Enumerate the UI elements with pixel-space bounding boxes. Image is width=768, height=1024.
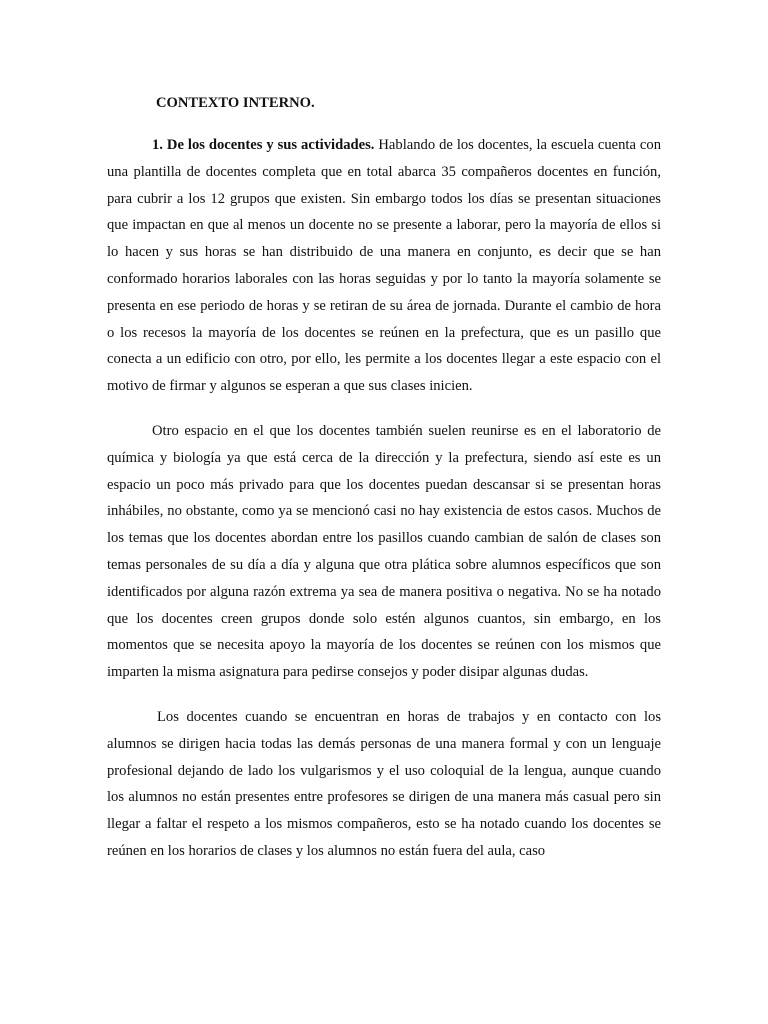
paragraph-1-lead: 1. De los docentes y sus actividades. — [152, 137, 375, 153]
section-heading: CONTEXTO INTERNO. — [156, 95, 315, 111]
paragraph-2: Otro espacio en el que los docentes también suelen reunirse es en el laboratorio de química y biología ya que está cerca de la dirección y la prefectura, siendo así este es un espacio un poco más privado para que los docentes puedan descansar si se presentan horas inhábiles, no obstante, como ya se mencionó casi no hay existencia de estos casos. Muchos de los temas que los docentes abordan entre los pasillos cuando cambian de salón de clases son temas personales de su día a día y alguna que otra plática sobre alumnos específicos que son identificados por alguna razón extrema ya sea de manera positiva o negativa. No se ha notado que los docentes creen grupos donde solo estén algunos cuantos, sin embargo, en los momentos que se necesita apoyo la mayoría de los docentes se reúnen con los mismos que imparten la misma asignatura para pedirse consejos y poder disipar algunas dudas. — [107, 422, 661, 681]
paragraph-3: Los docentes cuando se encuentran en horas de trabajos y en contacto con los alumnos se dirigen hacia todas las demás personas de una manera formal y con un lenguaje profesional dejando de lado los vulgarismos y el uso coloquial de la lengua, aunque cuando los alumnos no están presentes entre profesores se dirigen de una manera más casual pero sin llegar a faltar el respeto a los mismos compañeros, esto se ha notado cuando los docentes se reúnen en los horarios de clases y los alumnos no están fuera del aula, caso — [107, 708, 661, 859]
document-page — [107, 92, 661, 865]
paragraph-1-text: Hablando de los docentes, la escuela cuenta con una plantilla de docentes completa que en total abarca 35 compañeros docentes en función, para cubrir a los 12 grupos que existen. Sin embargo todos los días se presentan situaciones que impactan en que al menos un docente no se presente a laborar, pero la mayoría de ellos si lo hacen y sus horas se han distribuido de una manera en conjunto, es decir que se han conformado horarios laborales con las horas seguidas y por lo tanto la mayoría solamente se presenta en ese periodo de horas y se retiran de su área de jornada. Durante el cambio de hora o los recesos la mayoría de los docentes se reúnen en la prefectura, que es un pasillo que conecta a un edificio con otro, por ello, les permite a los docentes llegar a este espacio con el motivo de firmar y algunos se esperan a que sus clases inicien. — [107, 137, 661, 395]
paragraph-1 — [107, 132, 661, 400]
